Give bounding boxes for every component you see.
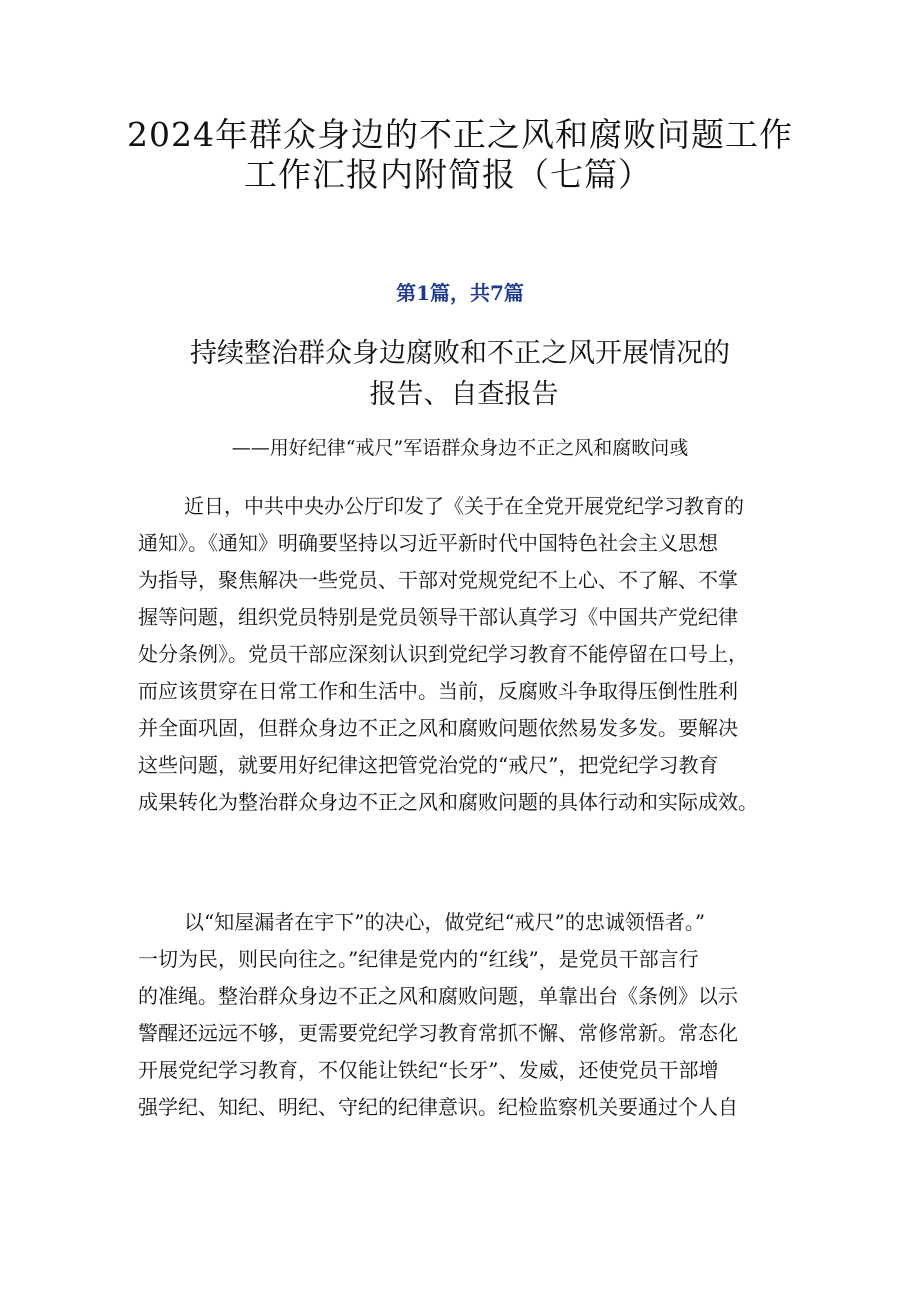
document-title-line-1: 2024年群众身边的不正之风和腐败问题工作 <box>127 115 793 154</box>
paragraph-line: 近日，中共中央办公厅印发了《关于在全党开展党纪学习教育的 <box>184 494 744 518</box>
article-title-line-2: 报告、自查报告 <box>369 379 559 410</box>
paragraph-2 <box>138 904 790 1126</box>
chapter-label: 第1篇，共7篇 <box>396 281 524 305</box>
article-title-line-1: 持续整治群众身边腐败和不正之风开展情况的 <box>190 338 730 369</box>
paragraph-line: 以“知屋漏者在宇下”的决心，做党纪“戒尺”的忠诚领悟者。” <box>184 910 706 934</box>
paragraph-line: 处分条例》。党员干部应深刻认识到党纪学习教育不能停留在口号上， <box>138 642 748 666</box>
paragraph-line: 这些问题，就要用好纪律这把管党治党的“戒尺”，把党纪学习教育 <box>138 753 719 777</box>
paragraph-line: 一切为民，则民向往之。”纪律是党内的“红线”，是党员干部言行 <box>138 947 699 971</box>
paragraph-line: 成果转化为整治群众身边不正之风和腐败问题的具体行动和实际成效。 <box>138 790 758 814</box>
paragraph-line: 强学纪、知纪、明纪、守纪的纪律意识。纪检监察机关要通过个人自 <box>138 1095 738 1119</box>
paragraph-line: 而应该贯穿在日常工作和生活中。当前，反腐败斗争取得压倒性胜利 <box>138 679 738 703</box>
paragraph-line: 握等问题，组织党员特别是党员领导干部认真学习《中国共产党纪律 <box>138 605 738 629</box>
article-subtitle: ——用好纪律“戒尺”军语群众身边不正之风和腐畋问彧 <box>231 437 689 459</box>
paragraph-line: 通知》。《通知》明确要坚持以习近平新时代中国特色社会主义思想 <box>138 531 718 555</box>
paragraph-line: 并全面巩固，但群众身边不正之风和腐败问题依然易发多发。要解决 <box>138 716 738 740</box>
paragraph-line: 警醒还远远不够，更需要党纪学习教育常抓不懈、常修常新。常态化 <box>138 1021 738 1045</box>
document-title-line-2: 工作汇报内附简报（七篇） <box>244 155 652 194</box>
paragraph-1 <box>138 488 790 821</box>
paragraph-line: 的准绳。整治群众身边不正之风和腐败问题，单靠出台《条例》以示 <box>138 984 738 1008</box>
paragraph-line: 开展党纪学习教育，不仅能让铁纪“长牙”、发威，还使党员干部增 <box>138 1058 719 1082</box>
paragraph-line: 为指导，聚焦解决一些党员、干部对党规党纪不上心、不了解、不掌 <box>138 568 738 592</box>
